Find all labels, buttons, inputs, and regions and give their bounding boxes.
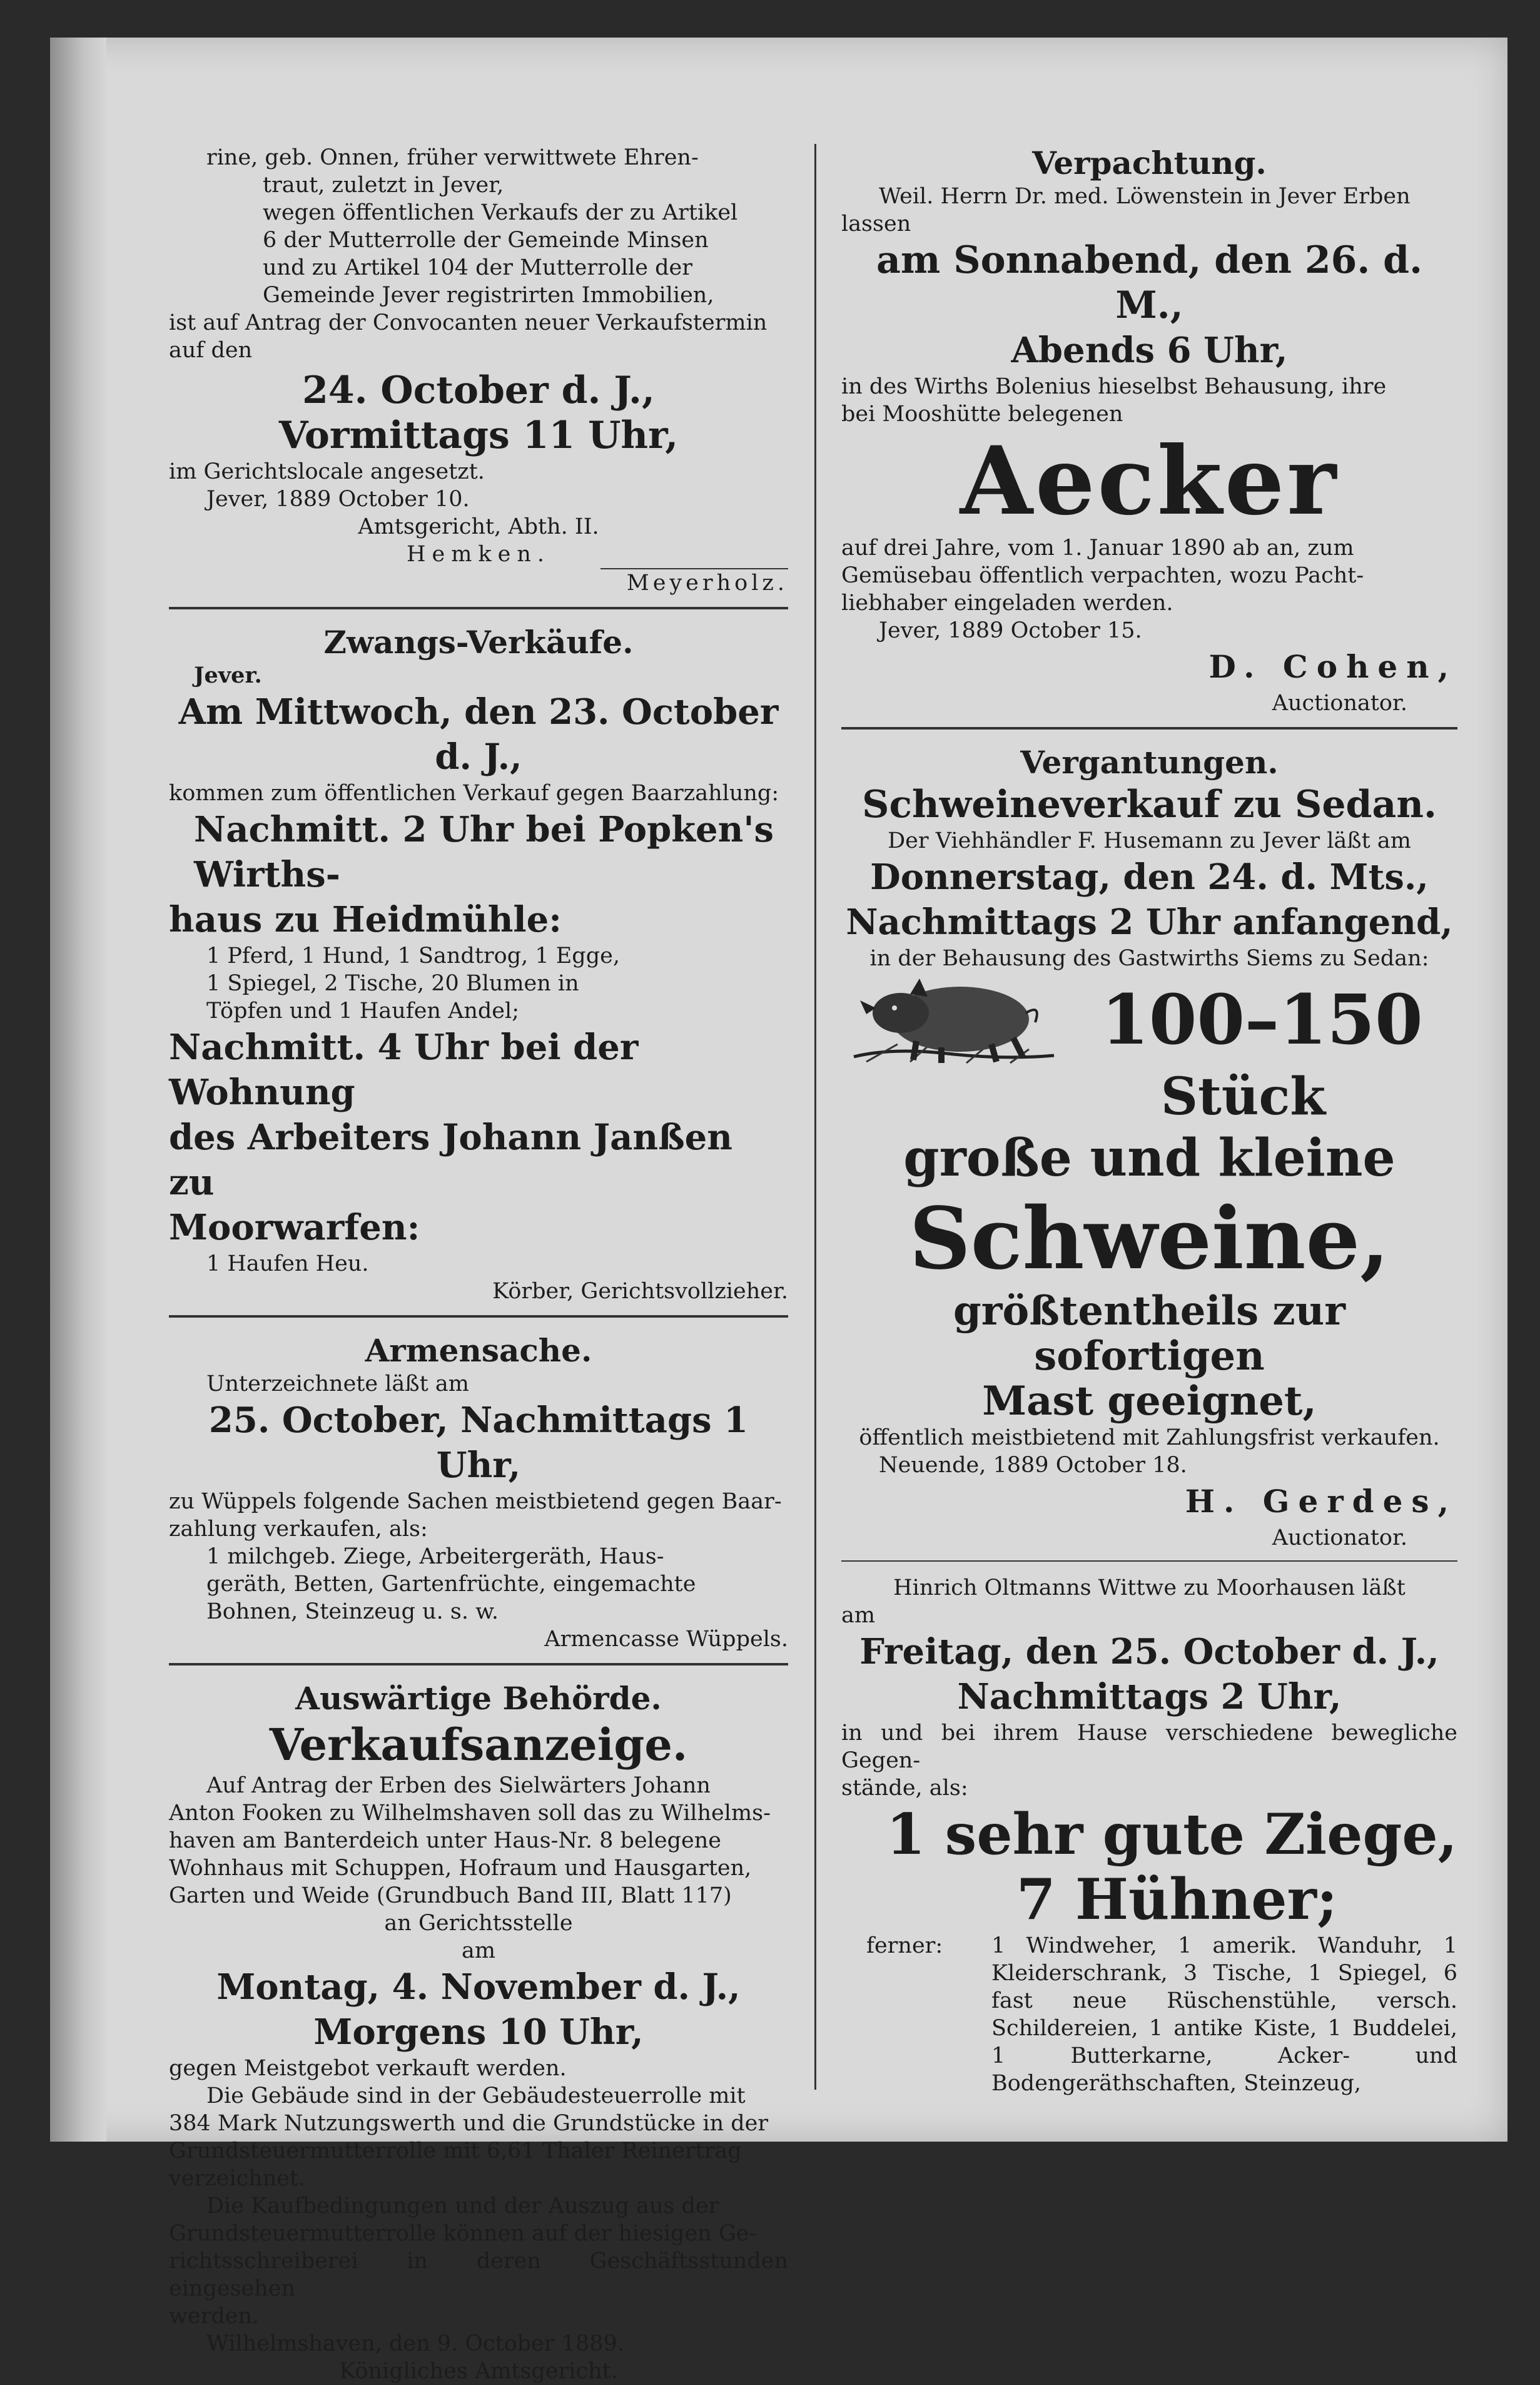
book-spine bbox=[50, 38, 106, 2142]
pig-count: 100–150 bbox=[1101, 979, 1423, 1060]
column-divider bbox=[814, 144, 816, 2090]
headline-chickens: 7 Hühner; bbox=[1016, 1866, 1338, 1933]
pig-count-row bbox=[841, 972, 1457, 1066]
sale-location: Nachmitt. 2 Uhr bei Popken's Wirths- bbox=[194, 809, 774, 895]
signature: Körber, Gerichtsvollzieher. bbox=[492, 1279, 788, 1304]
text-line: haven am Banterdeich unter Haus-Nr. 8 belegene bbox=[169, 1828, 721, 1853]
text-line: auf den bbox=[169, 338, 253, 363]
text-line: im Gerichtslocale angesetzt. bbox=[169, 459, 485, 484]
text-line: Gemeinde Jever registrirten Immobilien, bbox=[263, 283, 714, 308]
text-line: öffentlich meistbietend mit Zahlungsfrist verkaufen. bbox=[859, 1425, 1440, 1450]
sale-location: Moorwarfen: bbox=[169, 1207, 420, 1248]
text-line: zu Wüppels folgende Sachen meistbietend gegen Baar- bbox=[169, 1489, 782, 1514]
text-line: stände, als: bbox=[841, 1776, 968, 1801]
notice-heading: Verkaufsanzeige. bbox=[269, 1719, 688, 1771]
notice-time: Abends 6 Uhr, bbox=[1011, 330, 1288, 371]
text-line: werden. bbox=[169, 2304, 260, 2329]
further-text: 1 Windweher, 1 amerik. Wanduhr, 1 Kleiderschrank, 3 Tische, 1 Spiegel, 6 fast neue Rüschenstühle, versch. Schildereien, 1 antike Kiste, 1 Buddelei, 1 Butterkarne, Acker- und Bodengeräthschaften, Steinzeug, bbox=[991, 1933, 1457, 2096]
lease-notice bbox=[841, 144, 1457, 717]
section-rule bbox=[169, 1315, 788, 1318]
text-line: wegen öffentlichen Verkaufs der zu Artikel bbox=[263, 200, 738, 225]
text-line: Auf Antrag der Erben des Sielwärters Johann bbox=[206, 1773, 711, 1798]
item-line: 1 Pferd, 1 Hund, 1 Sandtrog, 1 Egge, bbox=[206, 943, 620, 969]
auction-notice-jever bbox=[169, 144, 788, 597]
text-line: 6 der Mutterrolle der Gemeinde Minsen bbox=[263, 228, 709, 253]
text-line: am bbox=[461, 1938, 496, 1963]
text-line: liebhaber eingeladen werden. bbox=[841, 591, 1173, 616]
text-line: Unterzeichnete läßt am bbox=[206, 1371, 469, 1396]
section-title: Armensache. bbox=[365, 1332, 592, 1369]
text-line: Grundsteuermutterrolle können auf der hiesigen Ge- bbox=[169, 2221, 757, 2246]
text-line: Amtsgericht, Abth. II. bbox=[358, 514, 599, 539]
signature: Königliches Amtsgericht. bbox=[339, 2359, 618, 2384]
text-line: Grundsteuermutterrolle mit 6,61 Thaler Reinertrag bbox=[169, 2138, 742, 2164]
sale-location: haus zu Heidmühle: bbox=[169, 899, 562, 940]
notice-date: 24. October d. J., bbox=[302, 369, 655, 412]
text-line: Jever, 1889 October 15. bbox=[879, 618, 1142, 643]
text-line: Der Viehhändler F. Husemann zu Jever läßt am bbox=[888, 828, 1411, 853]
signature-role: Auctionator. bbox=[1272, 1525, 1407, 1550]
notice-heading: Schweineverkauf zu Sedan. bbox=[862, 783, 1437, 826]
pig-icon bbox=[841, 969, 1066, 1069]
signature-role: Auctionator. bbox=[1272, 691, 1407, 716]
text-line: zahlung verkaufen, als: bbox=[169, 1517, 428, 1542]
signature: Meyerholz. bbox=[600, 568, 788, 597]
text-line: Jever, 1889 October 10. bbox=[206, 487, 470, 512]
section-rule bbox=[169, 1663, 788, 1665]
sale-announcement-wilhelmshaven bbox=[169, 1679, 788, 2385]
text-line: an Gerichtsstelle bbox=[384, 1911, 573, 1936]
text-line: Gemüsebau öffentlich verpachten, wozu Pacht- bbox=[841, 563, 1364, 588]
text-line: gegen Meistgebot verkauft werden. bbox=[169, 2056, 567, 2081]
headline-pigs: Schweine, bbox=[909, 1189, 1390, 1289]
text-line: richtsschreiberei in deren Geschäftsstunden eingesehen bbox=[169, 2249, 788, 2301]
notice-time: Nachmittags 2 Uhr, bbox=[957, 1676, 1342, 1717]
item-line: 1 Haufen Heu. bbox=[206, 1251, 369, 1276]
text-line: traut, zuletzt in Jever, bbox=[263, 173, 504, 198]
subheading: Mast geeignet, bbox=[982, 1378, 1317, 1425]
text-line: in und bei ihrem Hause verschiedene bewegliche Gegen- bbox=[841, 1721, 1457, 1773]
text-line: Weil. Herrn Dr. med. Löwenstein in Jever Erben bbox=[879, 184, 1411, 209]
left-column bbox=[169, 144, 788, 2385]
text-line: Hinrich Oltmanns Wittwe zu Moorhausen läßt bbox=[893, 1575, 1406, 1600]
household-auction-notice bbox=[841, 1574, 1457, 2097]
poor-relief-notice bbox=[169, 1331, 788, 1653]
text-line: Garten und Weide (Grundbuch Band III, Blatt 117) bbox=[169, 1883, 732, 1908]
notice-time: Vormittags 11 Uhr, bbox=[278, 414, 679, 457]
text-line: ist auf Antrag der Convocanten neuer Verkaufstermin bbox=[169, 310, 767, 335]
item-line: 1 Spiegel, 2 Tische, 20 Blumen in bbox=[206, 971, 579, 996]
section-rule bbox=[169, 607, 788, 609]
text-line: Neuende, 1889 October 18. bbox=[879, 1453, 1187, 1478]
signature: D. Cohen, bbox=[1208, 648, 1457, 685]
item-line: 1 milchgeb. Ziege, Arbeitergeräth, Haus- bbox=[206, 1544, 664, 1569]
headline-goat: 1 sehr gute Ziege, bbox=[886, 1801, 1457, 1868]
text-line: am bbox=[841, 1603, 876, 1628]
kinds-label: große und kleine bbox=[903, 1128, 1396, 1188]
signature: Hemken. bbox=[406, 542, 550, 567]
item-line: geräth, Betten, Gartenfrüchte, eingemachte bbox=[206, 1572, 696, 1597]
section-title: Auswärtige Behörde. bbox=[295, 1680, 662, 1717]
text-line: in der Behausung des Gastwirths Siems zu Sedan: bbox=[869, 946, 1429, 971]
section-rule bbox=[841, 1560, 1457, 1562]
text-line: rine, geb. Onnen, früher verwittwete Ehren- bbox=[206, 145, 699, 170]
text-line: verzeichnet. bbox=[169, 2166, 306, 2191]
notice-date: Donnerstag, den 24. d. Mts., bbox=[870, 857, 1429, 898]
notice-date: Am Mittwoch, den 23. October d. J., bbox=[178, 691, 779, 778]
text-line: Die Gebäude sind in der Gebäudesteuerrolle mit bbox=[206, 2083, 746, 2108]
item-line: Töpfen und 1 Haufen Andel; bbox=[206, 999, 519, 1024]
text-line: 384 Mark Nutzungswerth und die Grundstücke in der bbox=[169, 2111, 769, 2136]
notice-date: 25. October, Nachmittags 1 Uhr, bbox=[208, 1400, 749, 1486]
notice-date: am Sonnabend, den 26. d. M., bbox=[876, 238, 1422, 327]
sale-location: Nachmitt. 4 Uhr bei der Wohnung bbox=[169, 1027, 639, 1113]
text-line: und zu Artikel 104 der Mutterrolle der bbox=[263, 255, 692, 280]
notice-date: Montag, 4. November d. J., bbox=[216, 1966, 741, 2008]
section-title: Vergantungen. bbox=[1020, 744, 1279, 781]
text-line: Wohnhaus mit Schuppen, Hofraum und Hausgarten, bbox=[169, 1856, 752, 1881]
text-line: bei Mooshütte belegenen bbox=[841, 402, 1123, 427]
place-name: Jever. bbox=[194, 663, 262, 688]
text-line: in des Wirths Bolenius hieselbst Behausung, ihre bbox=[841, 374, 1387, 399]
further-items bbox=[841, 1932, 1457, 2097]
right-column bbox=[841, 144, 1457, 2097]
section-rule bbox=[841, 727, 1457, 730]
signature: Armencasse Wüppels. bbox=[544, 1627, 788, 1652]
headline-fields: Aecker bbox=[960, 426, 1339, 536]
notice-date: Freitag, den 25. October d. J., bbox=[859, 1631, 1439, 1672]
notice-time: Morgens 10 Uhr, bbox=[313, 2011, 644, 2053]
section-title: Zwangs-Verkäufe. bbox=[323, 624, 634, 661]
further-label: ferner: bbox=[866, 1933, 943, 1958]
text-line: Die Kaufbedingungen und der Auszug aus der bbox=[206, 2194, 719, 2219]
sale-location: des Arbeiters Johann Janßen zu bbox=[169, 1117, 733, 1203]
text-line: Anton Fooken zu Wilhelmshaven soll das zu Wilhelms- bbox=[169, 1801, 771, 1826]
text-line: auf drei Jahre, vom 1. Januar 1890 ab an, zum bbox=[841, 536, 1354, 561]
text-line: kommen zum öffentlichen Verkauf gegen Baarzahlung: bbox=[169, 781, 779, 806]
forced-sales-notice bbox=[169, 623, 788, 1305]
pig-sale-notice bbox=[841, 743, 1457, 1552]
unit-label: Stück bbox=[1160, 1067, 1326, 1127]
subheading: größtentheils zur sofortigen bbox=[953, 1288, 1345, 1380]
section-title: Verpachtung. bbox=[1032, 145, 1267, 181]
text-line: lassen bbox=[841, 211, 911, 236]
signature: H. Gerdes, bbox=[1185, 1483, 1457, 1520]
text-line: Wilhelmshaven, den 9. October 1889. bbox=[206, 2331, 624, 2356]
notice-time: Nachmittags 2 Uhr anfangend, bbox=[846, 902, 1453, 943]
item-line: Bohnen, Steinzeug u. s. w. bbox=[206, 1599, 499, 1624]
